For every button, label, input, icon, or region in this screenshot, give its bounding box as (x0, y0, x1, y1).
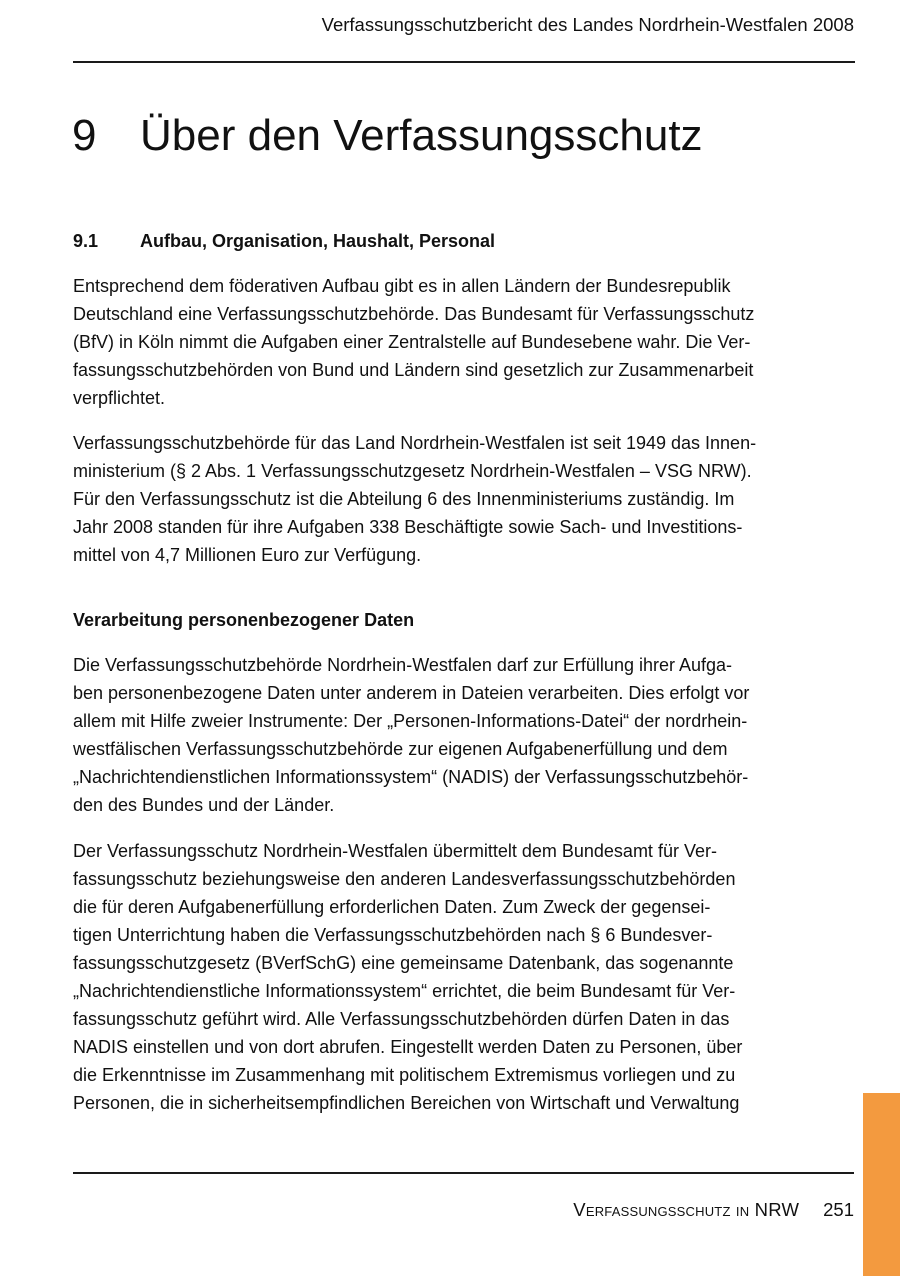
text-line: (BfV) in Köln nimmt die Aufgaben einer Zentralstelle auf Bundesebene wahr. Die Ver- (73, 332, 751, 352)
text-line: Verfassungsschutzbehörde für das Land Nordrhein-Westfalen ist seit 1949 das Innen- (73, 433, 757, 453)
text-line: Deutschland eine Verfassungsschutzbehörde. Das Bundesamt für Verfassungsschutz (73, 304, 755, 324)
text-line: ben personenbezogene Daten unter anderem in Dateien verarbeiten. Dies erfolgt vor (73, 683, 750, 703)
text-line: ministerium (§ 2 Abs. 1 Verfassungsschutzgesetz Nordrhein-Westfalen – VSG NRW). (73, 461, 752, 481)
text-line: NADIS einstellen und von dort abrufen. Eingestellt werden Daten zu Personen, über (73, 1037, 743, 1057)
chapter-title (72, 108, 703, 164)
chapter-thumb-tab (863, 1093, 900, 1276)
page-number: 251 (823, 1199, 854, 1220)
text-line: die für deren Aufgabenerfüllung erforderlichen Daten. Zum Zweck der gegensei- (73, 897, 711, 917)
section-number: 9.1 (73, 231, 99, 251)
paragraph-2 (73, 429, 833, 569)
text-line: „Nachrichtendienstliche Informationssystem“ errichtet, die beim Bundesamt für Ver- (73, 981, 736, 1001)
text-line: westfälischen Verfassungsschutzbehörde zur eigenen Aufgabenerfüllung und dem (73, 739, 728, 759)
text-line: Für den Verfassungsschutz ist die Abteilung 6 des Innenministeriums zuständig. Im (73, 489, 735, 509)
chapter-title-text: Über den Verfassungsschutz (140, 111, 703, 160)
subheading: Verarbeitung personenbezogener Daten (73, 610, 415, 630)
text-line: Personen, die in sicherheitsempfindlichen Bereichen von Wirtschaft und Verwaltung (73, 1093, 740, 1113)
text-line: Der Verfassungsschutz Nordrhein-Westfalen übermittelt dem Bundesamt für Ver- (73, 841, 717, 861)
paragraph-4 (73, 837, 833, 1117)
text-line: fassungsschutzgesetz (BVerfSchG) eine gemeinsame Datenbank, das sogenannte (73, 953, 734, 973)
text-line: „Nachrichtendienstlichen Informationssystem“ (NADIS) der Verfassungsschutzbehör- (73, 767, 749, 787)
footer-rule (73, 1172, 854, 1174)
text-line: den des Bundes und der Länder. (73, 795, 335, 815)
page-footer (573, 1197, 854, 1223)
chapter-number: 9 (72, 111, 97, 160)
paragraph-3 (73, 651, 833, 819)
text-line: verpflichtet. (73, 388, 166, 408)
text-line: Jahr 2008 standen für ihre Aufgaben 338 Beschäftigte sowie Sach- und Investitions- (73, 517, 743, 537)
running-header: Verfassungsschutzbericht des Landes Nordrhein-Westfalen 2008 (321, 14, 854, 35)
text-line: fassungsschutz beziehungsweise den anderen Landesverfassungsschutzbehörden (73, 869, 736, 889)
text-line: Die Verfassungsschutzbehörde Nordrhein-Westfalen darf zur Erfüllung ihrer Aufga- (73, 655, 733, 675)
paragraph-1 (73, 272, 833, 412)
section-title (73, 229, 495, 253)
footer-label: Verfassungsschutz in NRW (573, 1199, 800, 1220)
text-line: allem mit Hilfe zweier Instrumente: Der „Personen-Informations-Datei“ der nordrhein- (73, 711, 748, 731)
section-title-text: Aufbau, Organisation, Haushalt, Personal (140, 231, 496, 251)
text-line: fassungsschutz geführt wird. Alle Verfassungsschutzbehörden dürfen Daten in das (73, 1009, 730, 1029)
text-line: Entsprechend dem föderativen Aufbau gibt es in allen Ländern der Bundesrepublik (73, 276, 731, 296)
header-rule (73, 61, 855, 63)
text-line: fassungsschutzbehörden von Bund und Ländern sind gesetzlich zur Zusammenarbeit (73, 360, 754, 380)
text-line: die Erkenntnisse im Zusammenhang mit politischem Extremismus vorliegen und zu (73, 1065, 736, 1085)
text-line: mittel von 4,7 Millionen Euro zur Verfügung. (73, 545, 422, 565)
text-line: tigen Unterrichtung haben die Verfassungsschutzbehörden nach § 6 Bundesver- (73, 925, 713, 945)
